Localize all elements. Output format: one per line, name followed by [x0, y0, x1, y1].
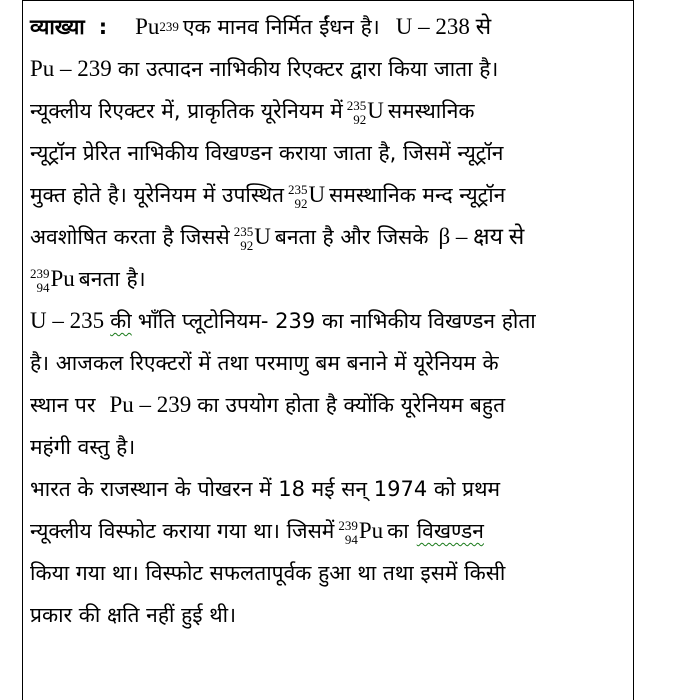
line-text: की: [110, 309, 132, 333]
line-text: स्थान पर: [30, 393, 96, 417]
text-line-12: [30, 468, 626, 510]
isotope-pu239: [30, 258, 75, 300]
line-text: न्यूक्लीय रिएक्टर में, प्राकृतिक यूरेनियम में: [30, 99, 343, 123]
isotope-symbol: Pu: [135, 14, 160, 39]
text-line-4: [30, 132, 626, 174]
isotope-atomic: 92: [294, 196, 308, 211]
line-text: Pu – 239: [30, 56, 112, 81]
isotope-mass: 235: [346, 98, 367, 113]
text-line-15: [30, 594, 626, 636]
isotope-atomic: 92: [353, 112, 367, 127]
line-text: महंगी वस्तु है।: [30, 435, 136, 459]
line-text: का: [387, 519, 409, 543]
isotope-symbol: Pu: [358, 518, 384, 543]
line-text: है। आजकल रिएक्टरों में तथा परमाणु बम बनाने में यूरेनियम के: [30, 351, 499, 375]
line-text: समस्थानिक: [387, 99, 475, 123]
isotope-atomic: 92: [240, 238, 254, 253]
text-line-1: व्याख्या : Pu 239 एक मानव निर्मित ईंधन है। U – 238 से: [30, 6, 626, 48]
isotope-u235: [234, 216, 271, 258]
isotope-symbol: U: [367, 98, 384, 123]
text-line-7: [30, 258, 626, 300]
line-text: अवशोषित करता है जिससे: [30, 225, 230, 249]
line-text: समस्थानिक मन्द न्यूट्रॉन: [329, 183, 506, 207]
line-text: न्यूट्रॉन प्रेरित नाभिकीय विखण्डन कराया जाता है, जिसमें न्यूट्रॉन: [30, 141, 504, 165]
isotope-pu239: [338, 510, 383, 552]
heading-colon: :: [98, 15, 108, 39]
text-line-13: [30, 510, 626, 552]
heading-label: व्याख्या: [30, 15, 85, 39]
line-text: Pu – 239: [109, 392, 192, 417]
line-text: का उपयोग होता है क्योंकि यूरेनियम बहुत: [197, 393, 506, 417]
line-text: बनता है और जिसके: [274, 225, 429, 249]
line-text: प्रकार की क्षति नहीं हुई थी।: [30, 603, 237, 627]
line-text: भारत के राजस्थान के पोखरन में 18 मई सन् 1974 को प्रथम: [30, 477, 501, 501]
isotope-symbol: U: [308, 182, 326, 207]
isotope-symbol: Pu: [50, 266, 75, 291]
text-line-6: [30, 216, 626, 258]
text-line-8: [30, 300, 626, 342]
line-text: मुक्त होते है। यूरेनियम में उपस्थित: [30, 183, 285, 207]
text-line-5: [30, 174, 626, 216]
isotope-mass: 235: [233, 224, 254, 239]
text-line-2: [30, 48, 626, 90]
text-line-14: [30, 552, 626, 594]
document-body: [30, 6, 626, 636]
isotope-symbol: U: [254, 224, 271, 249]
line-text: एक मानव निर्मित ईंधन है।: [182, 15, 380, 39]
text-line-10: [30, 384, 626, 426]
line-text: β – क्षय से: [438, 224, 525, 249]
text-line-9: [30, 342, 626, 384]
isotope-atomic: 94: [344, 532, 358, 547]
line-text: U – 235: [30, 308, 105, 333]
isotope-u235: [347, 90, 384, 132]
line-text: U – 238 से: [395, 14, 492, 39]
isotope-u235: [288, 174, 325, 216]
isotope-mass: 239: [338, 518, 358, 533]
line-text: बनता है।: [78, 267, 146, 291]
line-text: का उत्पादन नाभिकीय रिएक्टर द्वारा किया जाता है।: [117, 57, 499, 81]
line-text: विखण्डन: [416, 519, 484, 543]
line-text: भाँति प्लूटोनियम- 239 का नाभिकीय विखण्डन होता: [137, 309, 536, 333]
isotope-mass: 239: [30, 266, 50, 281]
isotope-mass: 235: [288, 182, 308, 197]
isotope-atomic: 94: [36, 280, 50, 295]
line-text: किया गया था। विस्फोट सफलतापूर्वक हुआ था तथा इसमें किसी: [30, 561, 506, 585]
line-text: न्यूक्लीय विस्फोट कराया गया था। जिसमें: [30, 519, 335, 543]
text-line-3: [30, 90, 626, 132]
text-line-11: [30, 426, 626, 468]
